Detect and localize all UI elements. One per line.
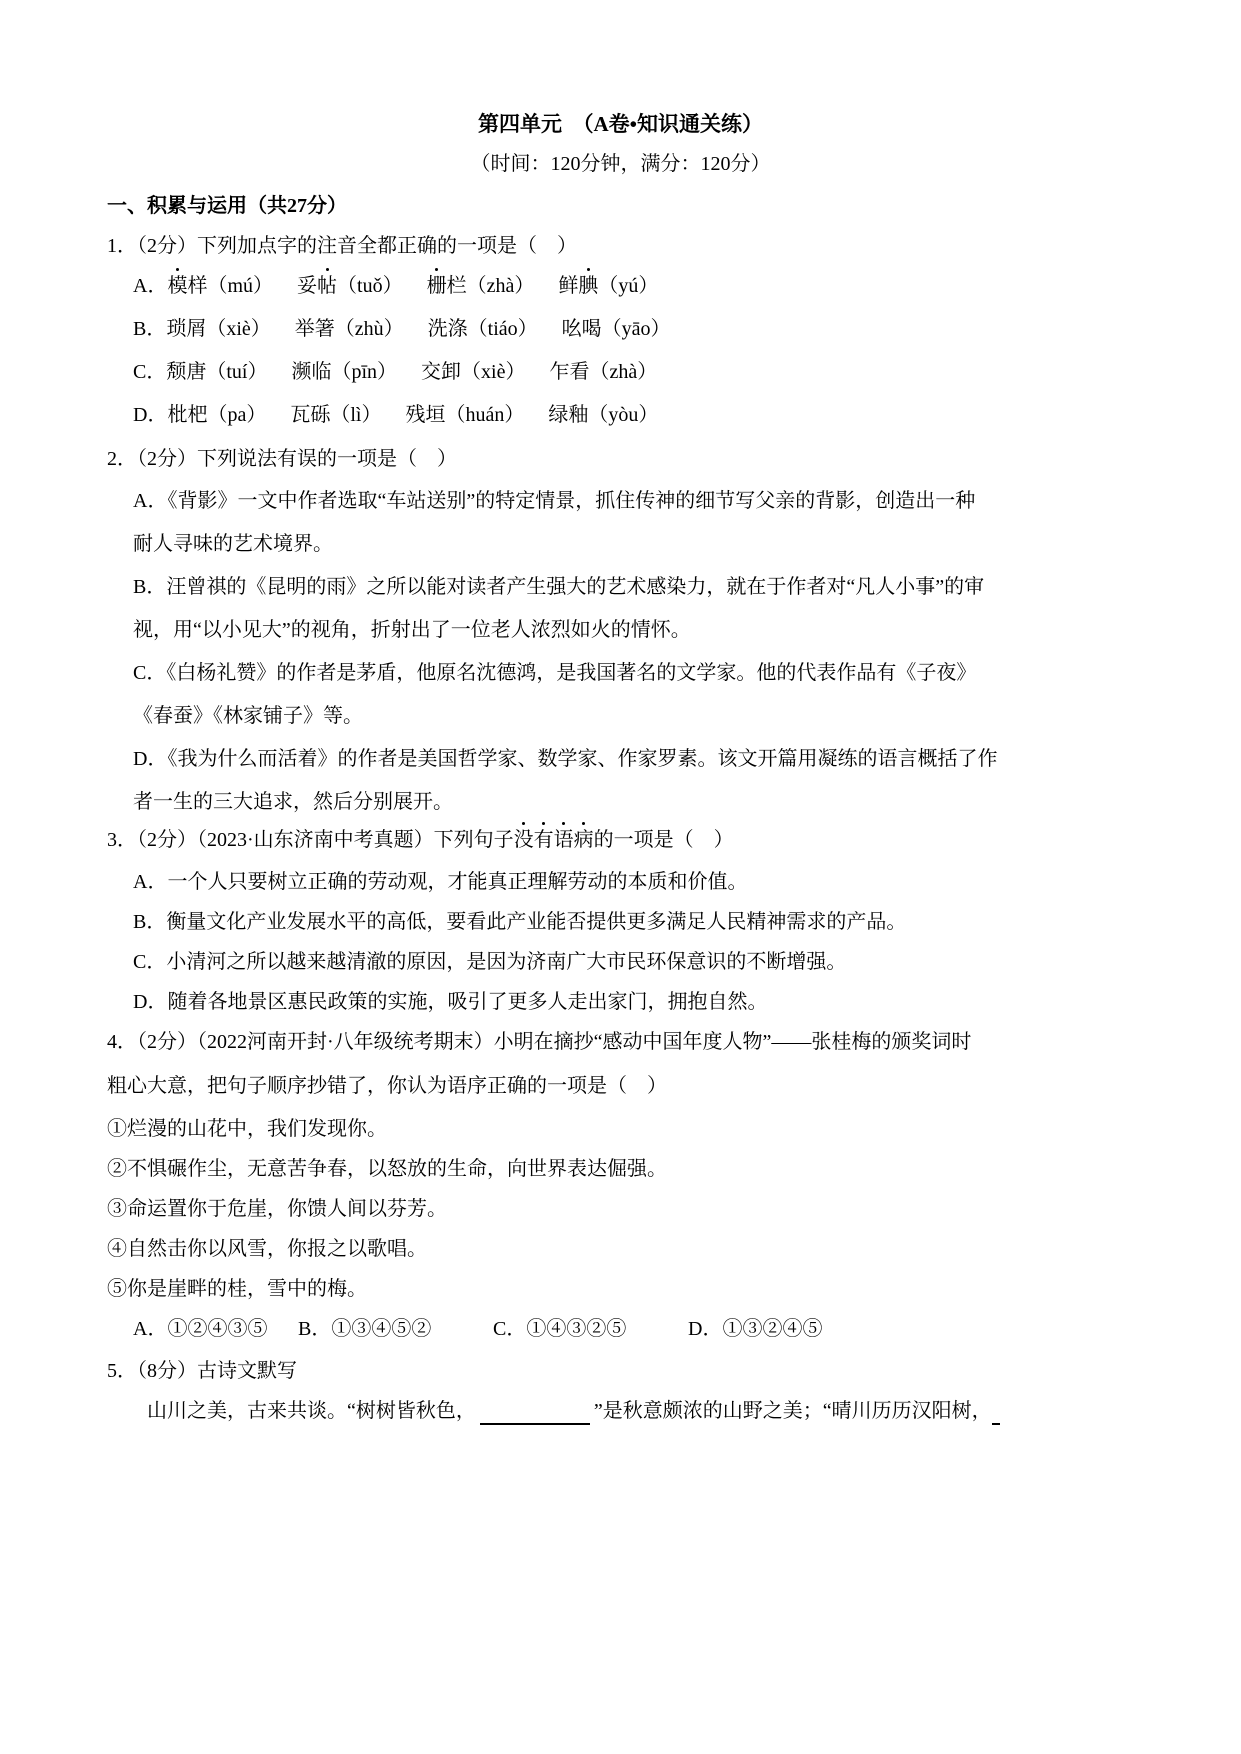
option-item: 模样（mú） [167,272,273,300]
question-2-option-a-line1: A．《背影》一文中作者选取“车站送别”的特定情景，抓住传神的细节写父亲的背影，创造出一种 [133,490,976,512]
question-4-stem-line2: 粗心大意，把句子顺序抄错了，你认为语序正确的一项是（ ） [107,1075,667,1097]
question-5-stem: 5．（8分）古诗文默写 [107,1360,297,1382]
question-4-sentence-1: ①烂漫的山花中，我们发现你。 [107,1118,387,1140]
question-2-option-d-line2: 者一生的三大追求，然后分别展开。 [133,791,453,813]
dotted-char: 有 [534,826,554,854]
option-letter: D． [133,404,168,426]
dotted-char: 模 [167,275,188,297]
question-5-text [147,1397,1000,1425]
dotted-char: 语 [554,826,574,854]
question-4-options [133,1315,822,1343]
stem-text: 3．（2分）（2023·山东济南中考真题）下列句子 [107,829,514,851]
emphasis-dot [578,272,598,300]
emphasis-dot [167,272,187,300]
option-item: 绿釉（yòu） [548,404,659,426]
question-1-option-d [133,401,682,429]
dotted-char: 栅 [426,275,447,297]
option-item: 鲜腆（yú） [558,272,658,300]
question-4-sentence-3: ③命运置你于危崖，你馈人间以芬芳。 [107,1198,447,1220]
stem-text: 的一项是（ ） [593,829,734,851]
question-4-sentence-2: ②不惧碾作尘，无意苦争春，以怒放的生命，向世界表达倔强。 [107,1158,667,1180]
dotted-char: 没 [514,826,534,854]
option-item: 残垣（huán） [405,404,525,426]
option-item: 琐屑（xiè） [166,318,271,340]
question-3-option-d: D．随着各地景区惠民政策的实施，吸引了更多人走出家门，拥抱自然。 [133,991,768,1013]
option-b: B．①③④⑤② [298,1318,432,1340]
question-3-stem [107,826,734,854]
option-item: 乍看（zhà） [549,361,658,383]
option-item: 枇杷（pa） [167,404,267,426]
question-2-option-d-line1: D．《我为什么而活着》的作者是美国哲学家、数学家、作家罗素。该文开篇用凝练的语言概括了作 [133,748,998,770]
option-item: 颓唐（tuí） [166,361,268,383]
answer-blank[interactable] [480,1403,590,1425]
question-2-stem: 2．（2分）下列说法有误的一项是（ ） [107,448,457,470]
option-item: 洗涤（tiáo） [427,318,538,340]
option-item: 举箸（zhù） [294,318,404,340]
question-2-option-c-line1: C．《白杨礼赞》的作者是茅盾，他原名沈德鸿，是我国著名的文学家。他的代表作品有《子夜》 [133,662,977,684]
section-heading: 一、积累与运用（共27分） [107,195,347,217]
option-letter: A． [133,275,168,297]
option-item: 濒临（pīn） [291,361,398,383]
question-3-option-b: B．衡量文化产业发展水平的高低，要看此产业能否提供更多满足人民精神需求的产品。 [133,911,907,933]
option-letter: C． [133,361,167,383]
emphasis-dot [427,272,447,300]
answer-blank[interactable] [992,1403,1000,1425]
question-2-option-a-line2: 耐人寻味的艺术境界。 [133,533,333,555]
question-2-option-c-line2: 《春蚕》《林家铺子》等。 [133,705,363,727]
dotted-phrase [514,829,594,851]
question-1-option-b [133,315,695,343]
passage-text: 山川之美，古来共谈。“树树皆秋色， [147,1400,476,1422]
question-1-stem: 1．（2分）下列加点字的注音全都正确的一项是（ ） [107,235,577,257]
question-3-option-a: A．一个人只要树立正确的劳动观，才能真正理解劳动的本质和价值。 [133,871,748,893]
dotted-char: 病 [574,826,594,854]
option-c: C．①④③②⑤ [493,1318,627,1340]
question-4-sentence-4: ④自然击你以风雪，你报之以歌唱。 [107,1238,427,1260]
page-title: 第四单元 （A卷•知识通关练） [477,112,764,136]
question-2-option-b-line1: B．汪曾祺的《昆明的雨》之所以能对读者产生强大的艺术感染力，就在于作者对“凡人小事”的审 [133,576,985,598]
question-1-option-c [133,358,681,386]
dotted-char: 腆 [578,275,599,297]
option-letter: B． [133,318,167,340]
emphasis-dot [317,272,337,300]
option-a: A．①②④③⑤ [133,1318,268,1340]
question-2-option-b-line2: 视，用“以小见大”的视角，折射出了一位老人浓烈如火的情怀。 [133,619,691,641]
question-3-option-c: C．小清河之所以越来越清澈的原因，是因为济南广大市民环保意识的不断增强。 [133,951,847,973]
option-item: 栅栏（zhà） [427,272,535,300]
option-item: 瓦砾（lì） [290,404,382,426]
question-4-sentence-5: ⑤你是崖畔的桂，雪中的梅。 [107,1278,367,1300]
option-item: 吆喝（yāo） [561,318,671,340]
dotted-char: 帖 [317,275,338,297]
option-d: D．①③②④⑤ [688,1318,823,1340]
option-item: 交卸（xiè） [421,361,526,383]
question-4-stem-line1: 4．（2分）（2022河南开封·八年级统考期末）小明在摘抄“感动中国年度人物”——张桂梅的颁奖词时 [107,1031,972,1053]
option-item: 妥帖（tuǒ） [297,272,403,300]
question-1-option-a [133,272,682,300]
page-subtitle: （时间：120分钟，满分：120分） [470,153,771,175]
passage-text: ”是秋意颇浓的山野之美；“晴川历历汉阳树， [593,1400,992,1422]
